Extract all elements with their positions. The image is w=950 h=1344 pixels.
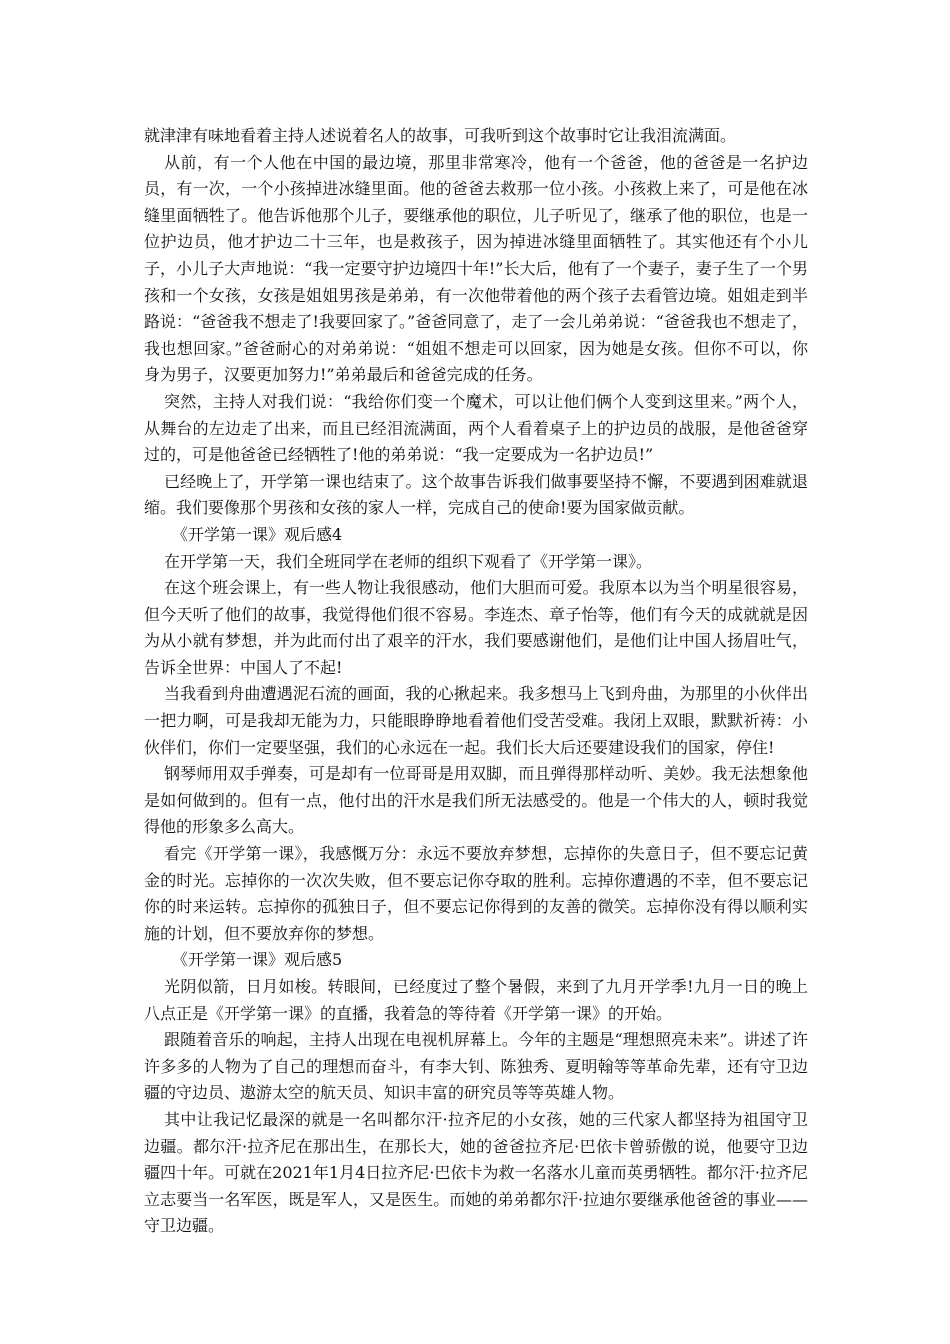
paragraph: 钢琴师用双手弹奏，可是却有一位哥哥是用双脚，而且弹得那样动听、美妙。我无法想象他是如何做到的。但有一点，他付出的汗水是我们所无法感受的。他是一个伟大的人，顿时我觉得他的形象多么高大。 (144, 764, 808, 837)
paragraph: 看完《开学第一课》，我感慨万分：永远不要放弃梦想，忘掉你的失意日子，但不要忘记黄金的时光。忘掉你的一次次失败，但不要忘记你夺取的胜利。忘掉你遭遇的不幸，但不要忘记你的时来运转。忘掉你的孤独日子，但不要忘记你得到的友善的微笑。忘掉你没有得以顺利实施的计划，但不要放弃你的梦想。 (144, 844, 808, 943)
paragraph: 当我看到舟曲遭遇泥石流的画面，我的心揪起来。我多想马上飞到舟曲，为那里的小伙伴出一把力啊，可是我却无能为力，只能眼睁睁地看着他们受苦受难。我闭上双眼，默默祈祷：小伙伴们，你们一定要坚强，我们的心永远在一起。我们长大后还要建设我们的国家，停住! (144, 684, 808, 757)
paragraph: 突然，主持人对我们说：“我给你们变一个魔术，可以让他们俩个人变到这里来。”两个人，从舞台的左边走了出来，而且已经泪流满面，两个人看着桌子上的护边员的战服，是他爸爸穿过的，可是他爸爸已经牺牲了!他的弟弟说：“我一定要成为一名护边员!” (144, 391, 808, 465)
paragraph: 其中让我记忆最深的就是一名叫都尔汗·拉齐尼的小女孩，她的三代家人都坚持为祖国守卫边疆。都尔汗·拉齐尼在那出生，在那长大，她的爸爸拉齐尼·巴依卡曾骄傲的说，他要守卫边疆四十年。可就在2021年1月4日拉齐尼·巴依卡为救一名落水儿童而英勇牺牲。都尔汗·拉齐尼立志要当一名军医，既是军人，又是医生。而她的弟弟都尔汗·拉迪尔要继承他爸爸的事业——守卫边疆。 (144, 1109, 808, 1236)
section-heading: 《开学第一课》观后感4 (172, 524, 343, 544)
paragraph: 跟随着音乐的响起，主持人出现在电视机屏幕上。今年的主题是“理想照亮未来”。讲述了许许多多的人物为了自己的理想而奋斗，有李大钊、陈独秀、夏明翰等等革命先辈，还有守卫边疆的守边员、遨游太空的航天员、知识丰富的研究员等等英雄人物。 (144, 1030, 808, 1103)
section-heading: 《开学第一课》观后感5 (172, 950, 343, 970)
paragraph: 在这个班会课上，有一些人物让我很感动，他们大胆而可爱。我原本以为当个明星很容易，但今天听了他们的故事，我觉得他们很不容易。李连杰、章子怡等，他们有今天的成就就是因为从小就有梦想，并为此而付出了艰辛的汗水，我们要感谢他们，是他们让中国人扬眉吐气，告诉全世界：中国人了不起! (144, 578, 808, 677)
paragraph-continuation: 就津津有味地看着主持人述说着名人的故事，可我听到这个故事时它让我泪流满面。 (144, 126, 737, 145)
paragraph: 光阴似箭，日月如梭。转眼间，已经度过了整个暑假，来到了九月开学季!九月一日的晚上八点正是《开学第一课》的直播，我着急的等待着《开学第一课》的开始。 (144, 977, 808, 1023)
paragraph: 在开学第一天，我们全班同学在老师的组织下观看了《开学第一课》。 (164, 551, 653, 571)
paragraph: 从前，有一个人他在中国的最边境，那里非常寒冷，他有一个爸爸，他的爸爸是一名护边员，有一次，一个小孩掉进冰缝里面。他的爸爸去救那一位小孩。小孩救上来了，可是他在冰缝里面牺牲了。他告诉他那个儿子，要继承他的职位，儿子听见了，继承了他的职位，也是一位护边员，他才护边二十三年，也是救孩子，因为掉进冰缝里面牺牲了。其实他还有个小儿子，小儿子大声地说：“我一定要守护边境四十年!”长大后，他有了一个妻子，妻子生了一个男孩和一个女孩，女孩是姐姐男孩是弟弟，有一次他带着他的两个孩子去看管边境。姐姐走到半路说：“爸爸我不想走了!我要回家了。”爸爸同意了，走了一会儿弟弟说：“爸爸我也不想走了，我也想回家。”爸爸耐心的对弟弟说：“姐姐不想走可以回家，因为她是女孩。但你不可以，你身为男子，汉要更加努力!”弟弟最后和爸爸完成的任务。 (144, 152, 808, 385)
document-page (144, 123, 808, 1240)
paragraph: 已经晚上了，开学第一课也结束了。这个故事告诉我们做事要坚持不懈，不要遇到困难就退缩。我们要像那个男孩和女孩的家人一样，完成自己的使命!要为国家做贡献。 (144, 471, 808, 518)
